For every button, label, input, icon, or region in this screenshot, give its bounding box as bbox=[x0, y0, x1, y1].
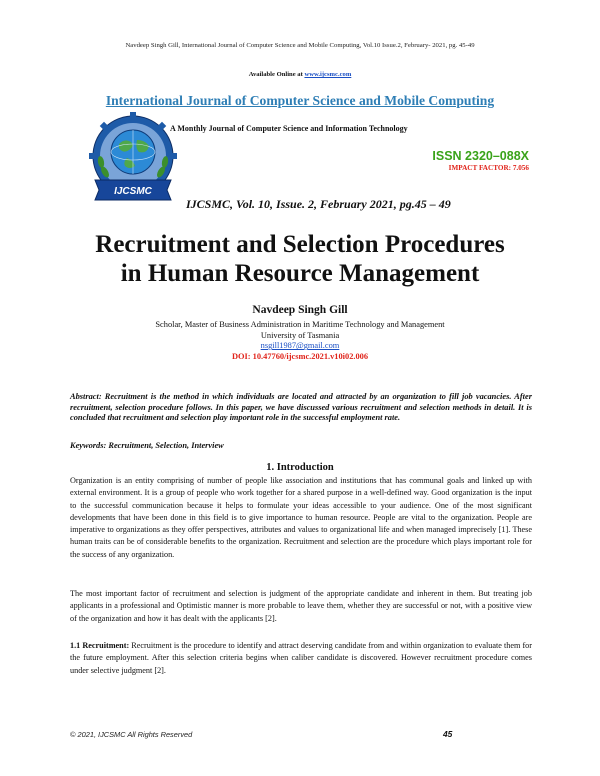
intro-paragraph-1: Organization is an entity comprising of number of people like association and institutions that has communal goals and linked up with external environment. It is a group of people who work together for a shared purpose in a well-defined way. Good organization is the input to the successful communication because it helps to formulate your ideas accessible to your audience. One of the most significant developments that have been done in this field is to give importance to human resource. People are vital to the organization. People are imperative to organizations as they offer perspectives, attributes and values to organizational life and when managed imprecisely [1]. These human traits can be of considerable benefits to the organization. Recruitment and selection are the procedure which plays important role for the success of any organization. bbox=[70, 476, 532, 559]
subsection-text: Recruitment is the procedure to identify and attract deserving candidate from and within organization to evaluate them for the future employment. After this selection criteria begins when caliber candidate is discovered. However recruitment procedure comes under selective judgment [2]. bbox=[70, 641, 532, 675]
subsection-label: 1.1 Recruitment: bbox=[70, 641, 130, 650]
globe-icon bbox=[111, 130, 155, 174]
available-prefix: Available Online at bbox=[248, 71, 305, 78]
journal-website-link[interactable]: www.ijcsmc.com bbox=[304, 71, 352, 78]
affiliation-line1: Scholar, Master of Business Administration in Maritime Technology and Management bbox=[155, 320, 445, 329]
section-heading-introduction: 1. Introduction bbox=[266, 462, 334, 473]
author-email-link[interactable]: nsgill1987@gmail.com bbox=[260, 341, 340, 351]
footer-page-number: 45 bbox=[443, 729, 453, 739]
author-affiliation bbox=[0, 320, 600, 362]
impact-factor: IMPACT FACTOR: 7.056 bbox=[448, 164, 529, 172]
available-online-line bbox=[0, 71, 600, 78]
doi-line[interactable]: DOI: 10.47760/ijcsmc.2021.v10i02.006 bbox=[231, 351, 369, 361]
abstract-text: Abstract: Recruitment is the method in which individuals are located and attracted by an organization to fill job vacancies. After recruitment, selection procedure follows. In this paper, we have discussed various recruitment and selection methods in detail. It is concluded that recruitment and selection play important role in the successful employment rate. bbox=[70, 392, 532, 422]
paper-title-line1: Recruitment and Selection Procedures bbox=[95, 231, 505, 258]
ijcsmc-logo-emblem bbox=[89, 110, 177, 208]
intro-paragraph-2: The most important factor of recruitment and selection is judgment of the appropriate candidate and inherent in them. But treating job applicants in a professional and Optimistic manner is more probable to leave them, whether they are successful or not, with a positive view of the organization and how it has dealt with the applicants [2]. bbox=[70, 589, 532, 623]
recruitment-paragraph bbox=[70, 640, 532, 677]
journal-logo bbox=[89, 110, 177, 208]
issn-number: ISSN 2320–088X bbox=[432, 149, 529, 163]
affiliation-line2: University of Tasmania bbox=[260, 330, 340, 340]
author-name: Navdeep Singh Gill bbox=[252, 304, 348, 316]
running-header: Navdeep Singh Gill, International Journal of Computer Science and Mobile Computing, Vol.10 Issue.2, February- 2021, pg. 45-49 bbox=[125, 42, 475, 49]
journal-name[interactable]: International Journal of Computer Science and Mobile Computing bbox=[105, 93, 495, 108]
keywords-line: Keywords: Recruitment, Selection, Interview bbox=[70, 441, 224, 450]
paper-title bbox=[0, 230, 600, 288]
footer-copyright: © 2021, IJCSMC All Rights Reserved bbox=[70, 730, 193, 739]
journal-subtitle: A Monthly Journal of Computer Science and Information Technology bbox=[170, 124, 408, 133]
citation-line: IJCSMC, Vol. 10, Issue. 2, February 2021, pg.45 – 49 bbox=[186, 197, 451, 211]
logo-text: IJCSMC bbox=[114, 186, 152, 197]
paper-title-line2: in Human Resource Management bbox=[120, 260, 480, 287]
